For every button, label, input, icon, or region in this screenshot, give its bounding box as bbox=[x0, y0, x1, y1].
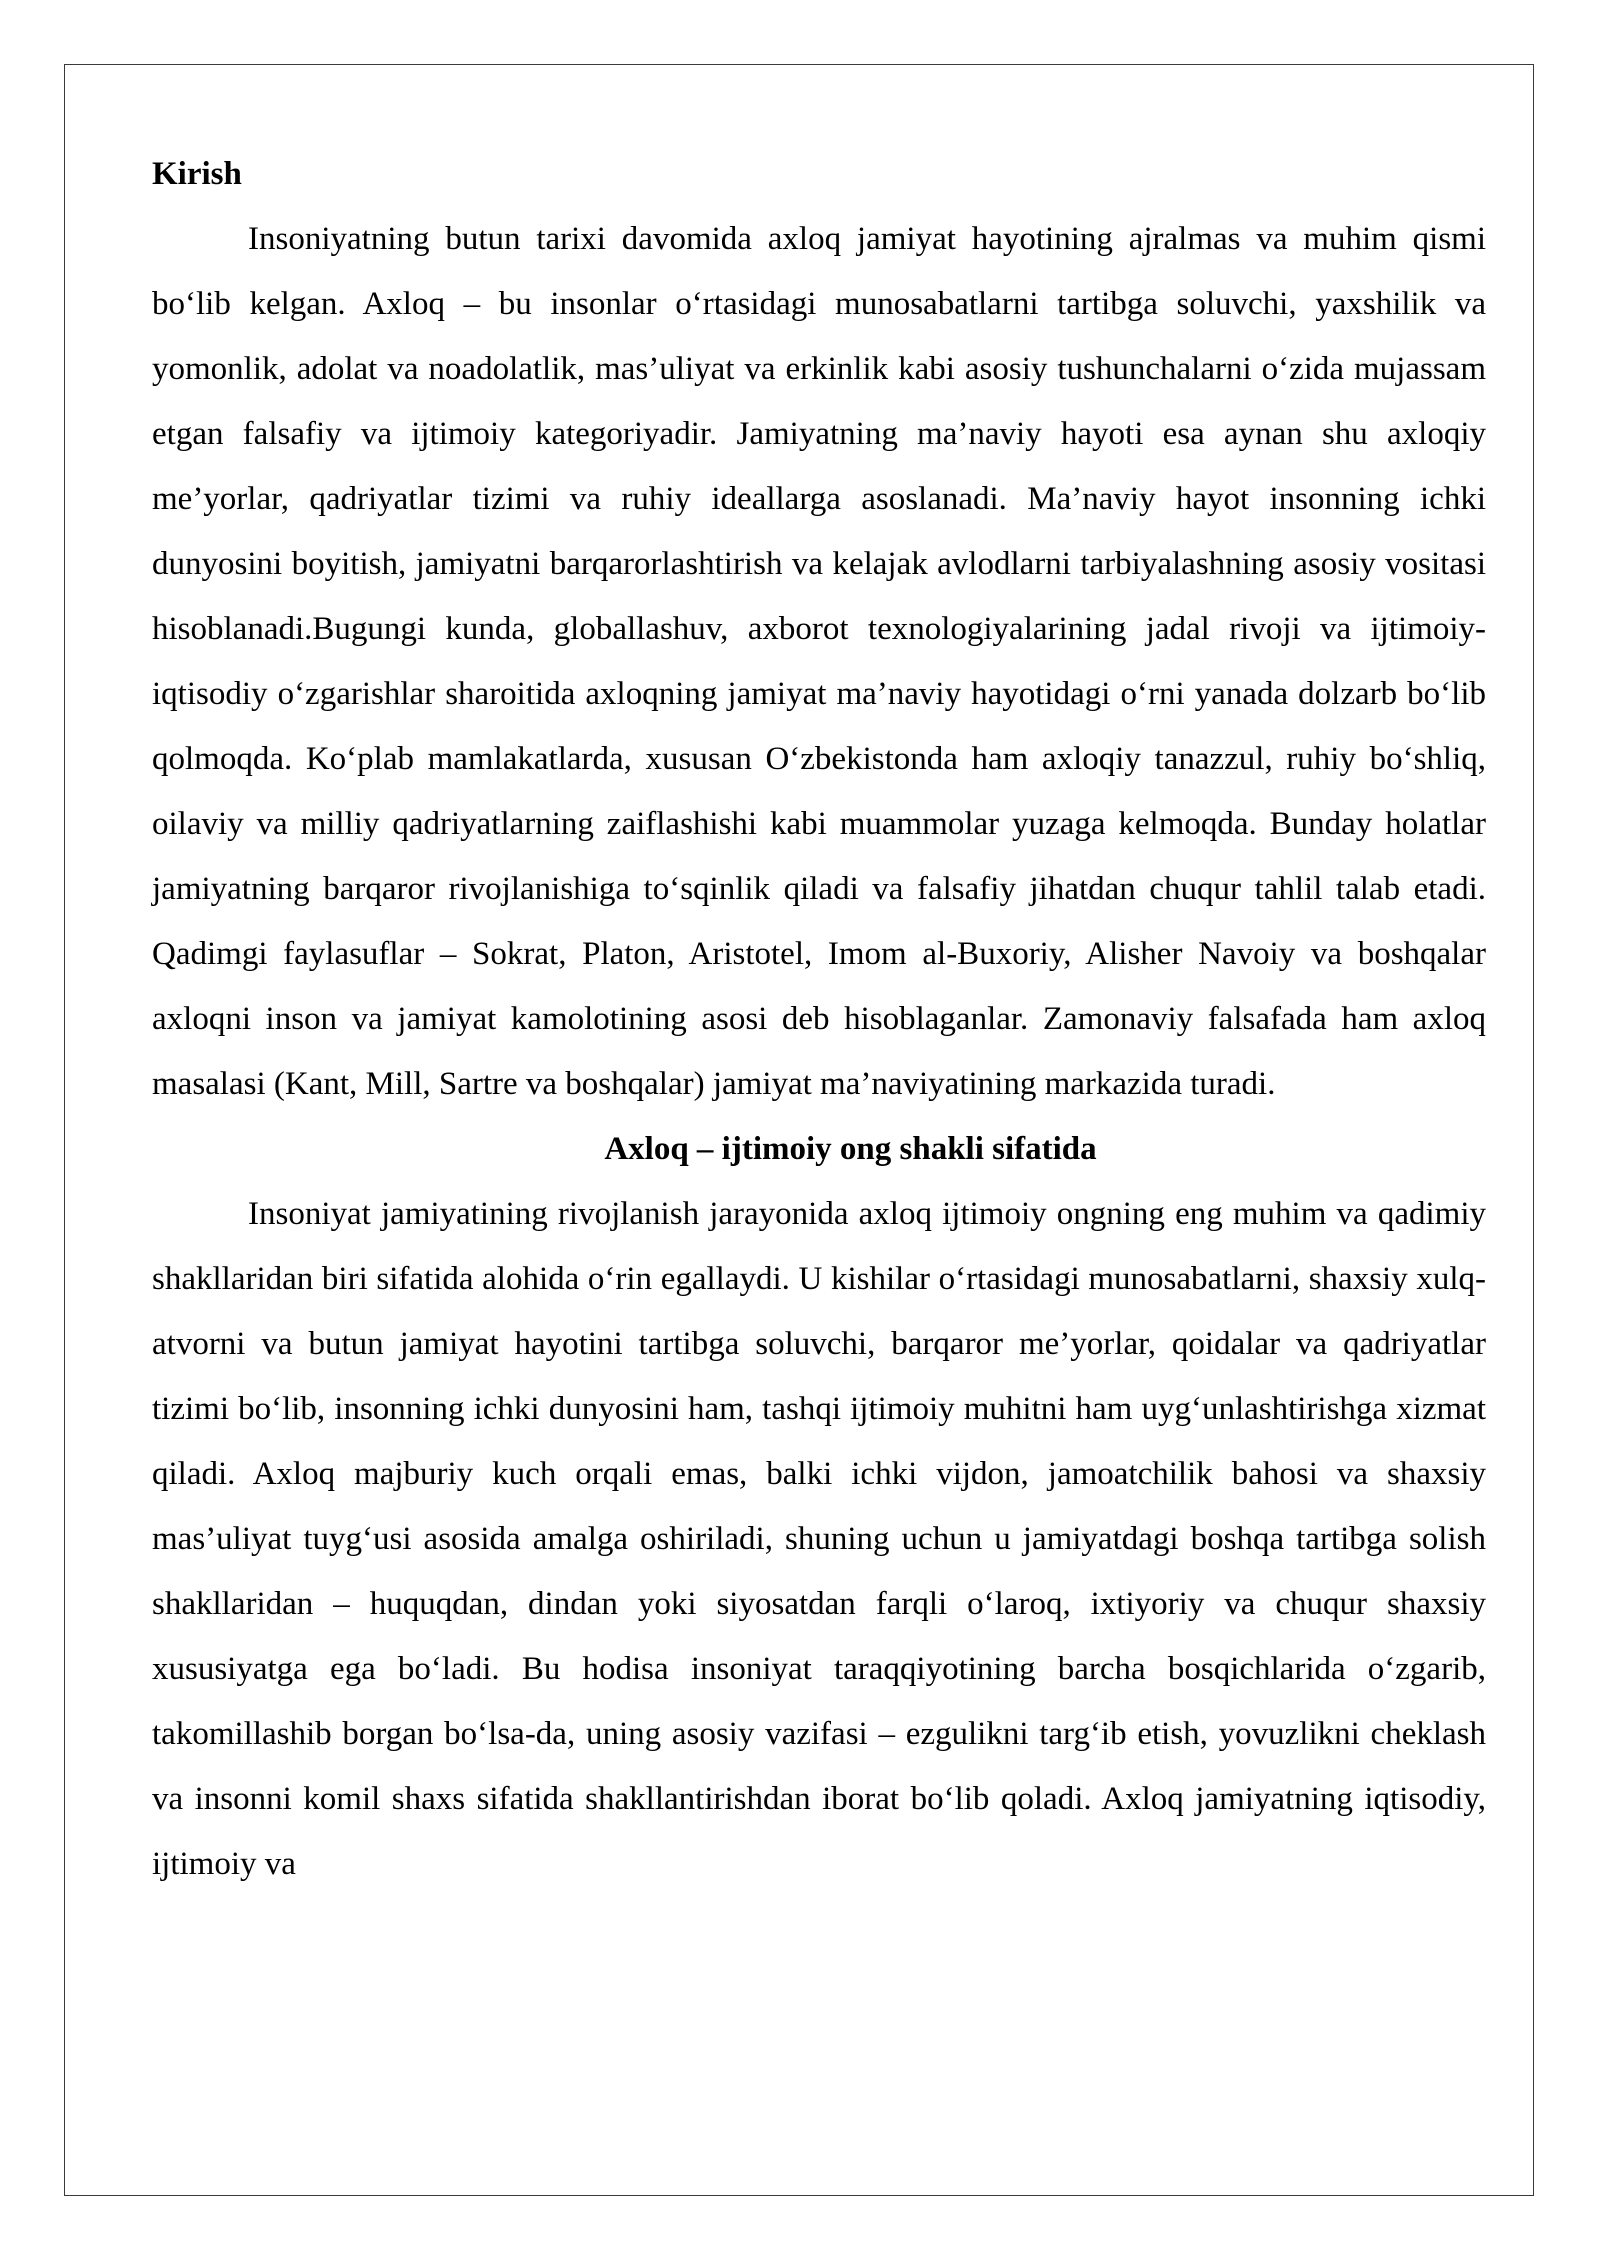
document-body bbox=[152, 142, 1486, 1897]
introduction-paragraph: Insoniyatning butun tarixi davomida axloq jamiyat hayotining ajralmas va muhim qismi bo‘lib kelgan. Axloq – bu insonlar o‘rtasidagi munosabatlarni tartibga soluvchi, yaxshilik va yomonlik, adolat va noadolatlik, mas’uliyat va erkinlik kabi asosiy tushunchalarni o‘zida mujassam etgan falsafiy va ijtimoiy kategoriyadir. Jamiyatning ma’naviy hayoti esa aynan shu axloqiy me’yorlar, qadriyatlar tizimi va ruhiy ideallarga asoslanadi. Ma’naviy hayot insonning ichki dunyosini boyitish, jamiyatni barqarorlashtirish va kelajak avlodlarni tarbiyalashning asosiy vositasi hisoblanadi.Bugungi kunda, globallashuv, axborot texnologiyalarining jadal rivoji va ijtimoiy-iqtisodiy o‘zgarishlar sharoitida axloqning jamiyat ma’naviy hayotidagi o‘rni yanada dolzarb bo‘lib qolmoqda. Ko‘plab mamlakatlarda, xususan O‘zbekistonda ham axloqiy tanazzul, ruhiy bo‘shliq, oilaviy va milliy qadriyatlarning zaiflashishi kabi muammolar yuzaga kelmoqda. Bunday holatlar jamiyatning barqaror rivojlanishiga to‘sqinlik qiladi va falsafiy jihatdan chuqur tahlil talab etadi. Qadimgi faylasuflar – Sokrat, Platon, Aristotel, Imom al-Buxoriy, Alisher Navoiy va boshqalar axloqni inson va jamiyat kamolotining asosi deb hisoblaganlar. Zamonaviy falsafada ham axloq masalasi (Kant, Mill, Sartre va boshqalar) jamiyat ma’naviyatining markazida turadi. bbox=[152, 221, 1486, 1102]
morality-paragraph: Insoniyat jamiyatining rivojlanish jarayonida axloq ijtimoiy ongning eng muhim va qadimiy shakllaridan biri sifatida alohida o‘rin egallaydi. U kishilar o‘rtasidagi munosabatlarni, shaxsiy xulq-atvorni va butun jamiyat hayotini tartibga soluvchi, barqaror me’yorlar, qoidalar va qadriyatlar tizimi bo‘lib, insonning ichki dunyosini ham, tashqi ijtimoiy muhitni ham uyg‘unlashtirishga xizmat qiladi. Axloq majburiy kuch orqali emas, balki ichki vijdon, jamoatchilik bahosi va shaxsiy mas’uliyat tuyg‘usi asosida amalga oshiriladi, shuning uchun u jamiyatdagi boshqa tartibga solish shakllaridan – huquqdan, dindan yoki siyosatdan farqli o‘laroq, ixtiyoriy va chuqur shaxsiy xususiyatga ega bo‘ladi. Bu hodisa insoniyat taraqqiyotining barcha bosqichlarida o‘zgarib, takomillashib borgan bo‘lsa-da, uning asosiy vazifasi – ezgulikni targ‘ib etish, yovuzlikni cheklash va insonni komil shaxs sifatida shakllantirishdan iborat bo‘lib qoladi. Axloq jamiyatning iqtisodiy, ijtimoiy va bbox=[152, 1196, 1486, 1882]
section-heading-introduction: Kirish bbox=[152, 156, 242, 192]
section-heading-morality: Axloq – ijtimoiy ong shakli sifatida bbox=[604, 1131, 1097, 1167]
